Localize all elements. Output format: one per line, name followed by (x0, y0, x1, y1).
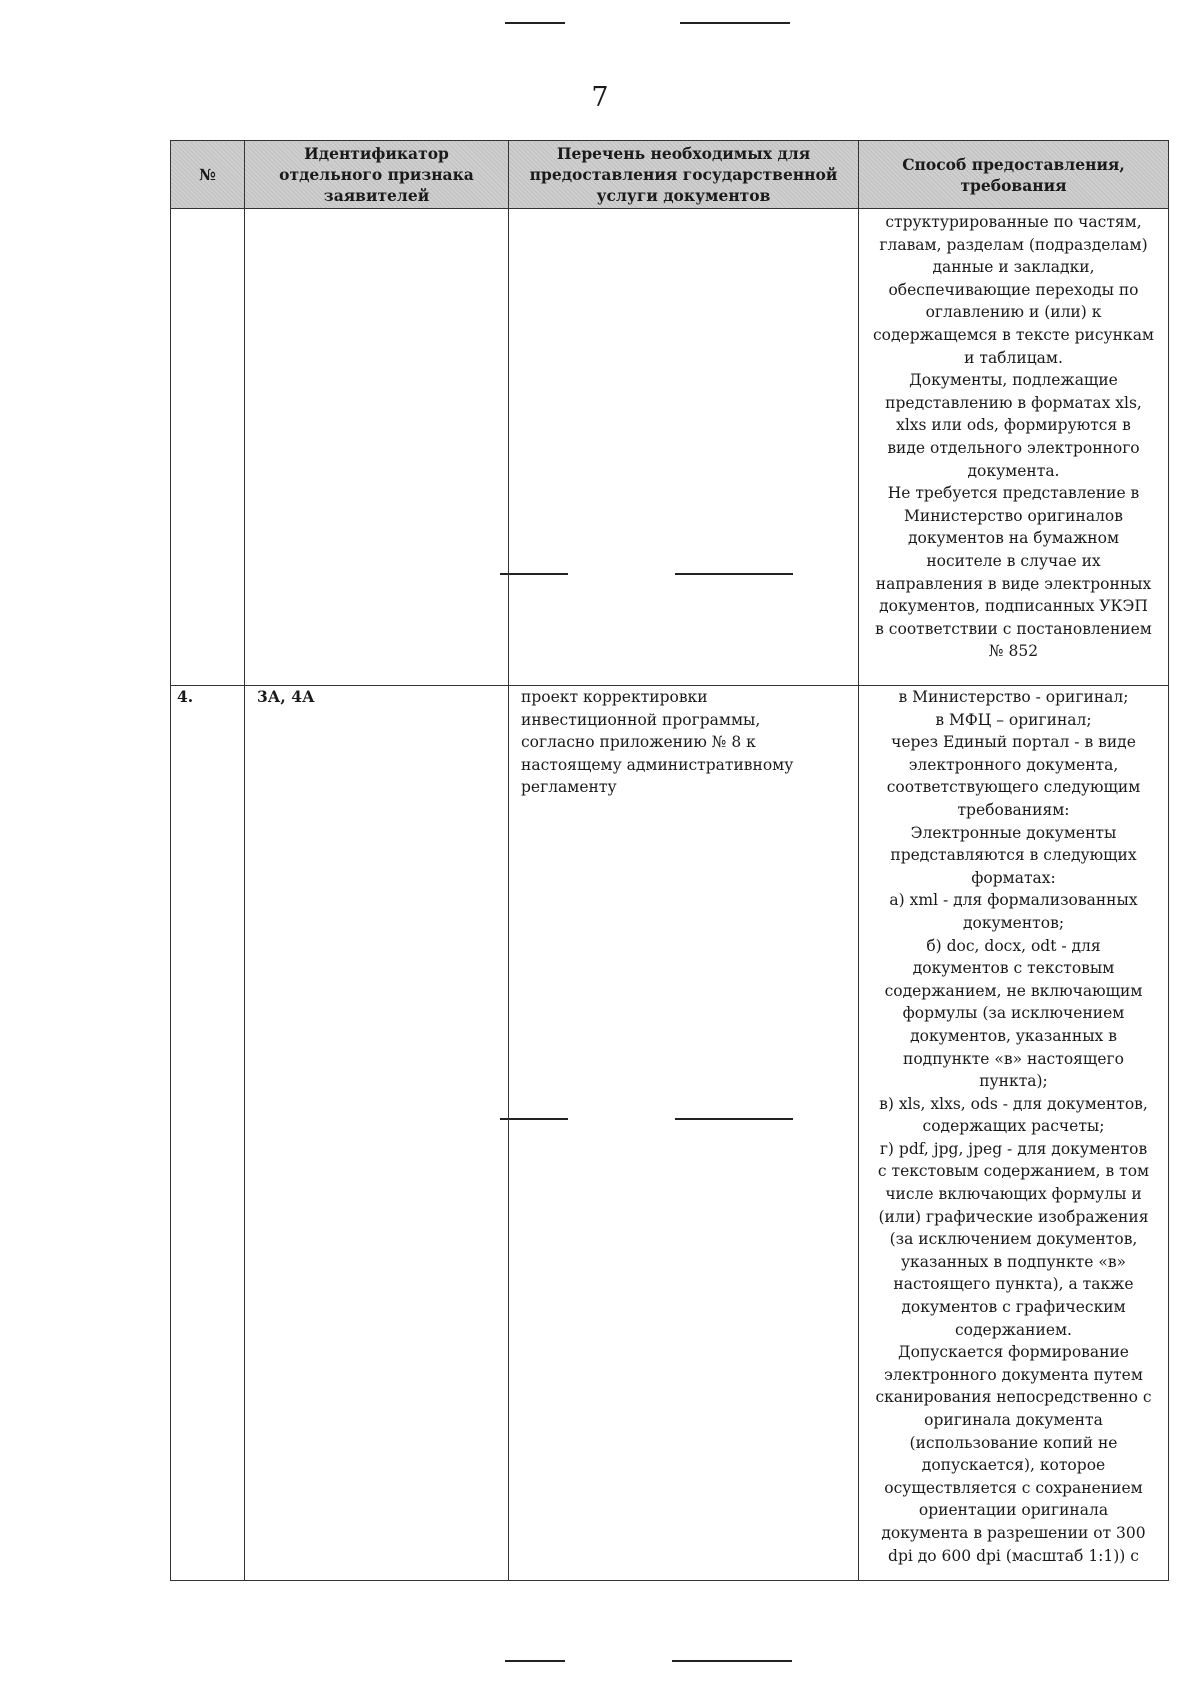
method-line: через Единый портал - в виде (891, 733, 1136, 752)
method-line: Документы, подлежащие (909, 371, 1118, 390)
header-applicant-identifier (245, 141, 509, 209)
method-line: г) pdf, jpg, jpeg - для документов (879, 1139, 1148, 1158)
method-line: форматах: (971, 868, 1056, 887)
method-line: содержанием. (955, 1320, 1072, 1339)
method-line: Не требуется представление в (887, 484, 1140, 503)
method-line: представлению в форматах xls, (885, 393, 1142, 412)
header-line: № (199, 165, 216, 184)
row-identifier-cell: 3А, 4А (245, 686, 509, 1581)
scan-artifact-line (505, 22, 565, 24)
method-line: в) xls, xlxs, ods - для документов, (879, 1094, 1148, 1113)
method-line: требованиям: (957, 800, 1070, 819)
method-line: документа. (967, 461, 1060, 480)
method-line: электронного документа, (908, 755, 1119, 774)
table-header-row (171, 141, 1169, 209)
method-line: в соответствии с постановлением (875, 619, 1152, 638)
header-line: услуги документов (596, 186, 771, 205)
method-line: в Министерство - оригинал; (898, 688, 1129, 706)
method-line: документов с текстовым (912, 959, 1115, 978)
method-line: документов, подписанных УКЭП (879, 597, 1148, 616)
header-required-documents (509, 141, 859, 209)
method-line: направления в виде электронных (875, 574, 1152, 593)
method-line: виде отдельного электронного (887, 438, 1140, 457)
method-line: и таблицам. (964, 348, 1063, 367)
method-line: Министерство оригиналов (904, 506, 1123, 525)
header-line: Способ предоставления, (902, 154, 1125, 174)
documents-line: регламенту (521, 778, 617, 797)
method-line: в МФЦ – оригинал; (935, 710, 1092, 729)
method-line: носителе в случае их (926, 551, 1101, 570)
header-line: предоставления государственной (529, 165, 838, 184)
documents-line: согласно приложению № 8 к (521, 733, 756, 752)
method-line: документа в разрешении от 300 (881, 1523, 1146, 1542)
method-line: содержанием, не включающим (884, 981, 1143, 1000)
method-line: dpi до 600 dpi (масштаб 1:1)) с (888, 1546, 1139, 1565)
method-line: документов с графическим (901, 1298, 1126, 1317)
header-line: Идентификатор (304, 144, 449, 163)
method-line: с текстовым содержанием, в том (877, 1162, 1150, 1181)
scan-artifact-line (672, 1660, 792, 1662)
method-line: (или) графические изображения (878, 1207, 1149, 1226)
header-line: заявителей (323, 186, 430, 205)
method-line: содержащемся в тексте рисункам (873, 325, 1154, 344)
method-line: пункта); (979, 1072, 1048, 1091)
method-line: данные и закладки, (932, 258, 1095, 277)
method-line: (за исключением документов, (889, 1230, 1138, 1249)
method-line: xlxs или ods, формируются в (896, 416, 1131, 435)
row-documents-cell (509, 686, 859, 1581)
method-line: Допускается формирование (898, 1343, 1129, 1362)
requirements-table (170, 140, 1169, 1581)
method-line: содержащих расчеты; (922, 1117, 1105, 1136)
method-line: документов, указанных в (910, 1026, 1117, 1045)
row-number-cell: 4. (171, 686, 245, 1581)
header-line: отдельного признака (279, 165, 474, 184)
method-line: № 852 (988, 642, 1039, 661)
table-row (171, 686, 1169, 1581)
page-number: 7 (591, 82, 609, 113)
documents-line: инвестиционной программы, (521, 710, 761, 729)
method-line: формулы (за исключением (902, 1004, 1125, 1023)
method-line: оригинала документа (924, 1411, 1103, 1429)
row-identifier-cell (245, 209, 509, 686)
method-line: указанных в подпункте «в» (900, 1252, 1127, 1271)
method-line: документов; (962, 913, 1065, 932)
row-documents-cell (509, 209, 859, 686)
header-line: требования (960, 175, 1067, 195)
method-line: настоящего пункта), а также (893, 1275, 1134, 1294)
header-line: Перечень необходимых для (556, 144, 811, 163)
row-number-cell (171, 209, 245, 686)
method-line: представляются в следующих (890, 846, 1137, 865)
method-line: Электронные документы (910, 823, 1117, 842)
method-line: осуществляется с сохранением (884, 1478, 1143, 1497)
row-method-cell (859, 686, 1169, 1581)
method-line: сканирования непосредственно с (875, 1388, 1152, 1407)
method-line: числе включающих формулы и (885, 1185, 1142, 1204)
method-line: электронного документа путем (884, 1365, 1143, 1384)
method-line: ориентации оригинала (918, 1501, 1109, 1520)
method-line: обеспечивающие переходы по (888, 280, 1139, 299)
header-number (171, 141, 245, 209)
method-line: а) xml - для формализованных (889, 891, 1138, 910)
header-submission-method (859, 141, 1169, 209)
row-method-cell (859, 209, 1169, 686)
method-line: оглавлению и (или) к (925, 303, 1102, 322)
method-line: соответствующего следующим (886, 778, 1141, 797)
table-row (171, 209, 1169, 686)
documents-line: настоящему административному (521, 755, 794, 774)
method-line: главам, разделам (подразделам) (879, 235, 1148, 254)
method-line: документов на бумажном (907, 529, 1120, 548)
method-line: подпункте «в» настоящего (903, 1049, 1124, 1068)
method-line: допускается), которое (921, 1456, 1106, 1475)
scan-artifact-line (680, 22, 790, 24)
method-line: структурированные по частям, (885, 213, 1142, 231)
documents-line: проект корректировки (521, 688, 708, 706)
method-line: б) doc, docx, odt - для (926, 936, 1101, 955)
scan-artifact-line (505, 1660, 565, 1662)
method-line: (использование копий не (909, 1433, 1118, 1452)
